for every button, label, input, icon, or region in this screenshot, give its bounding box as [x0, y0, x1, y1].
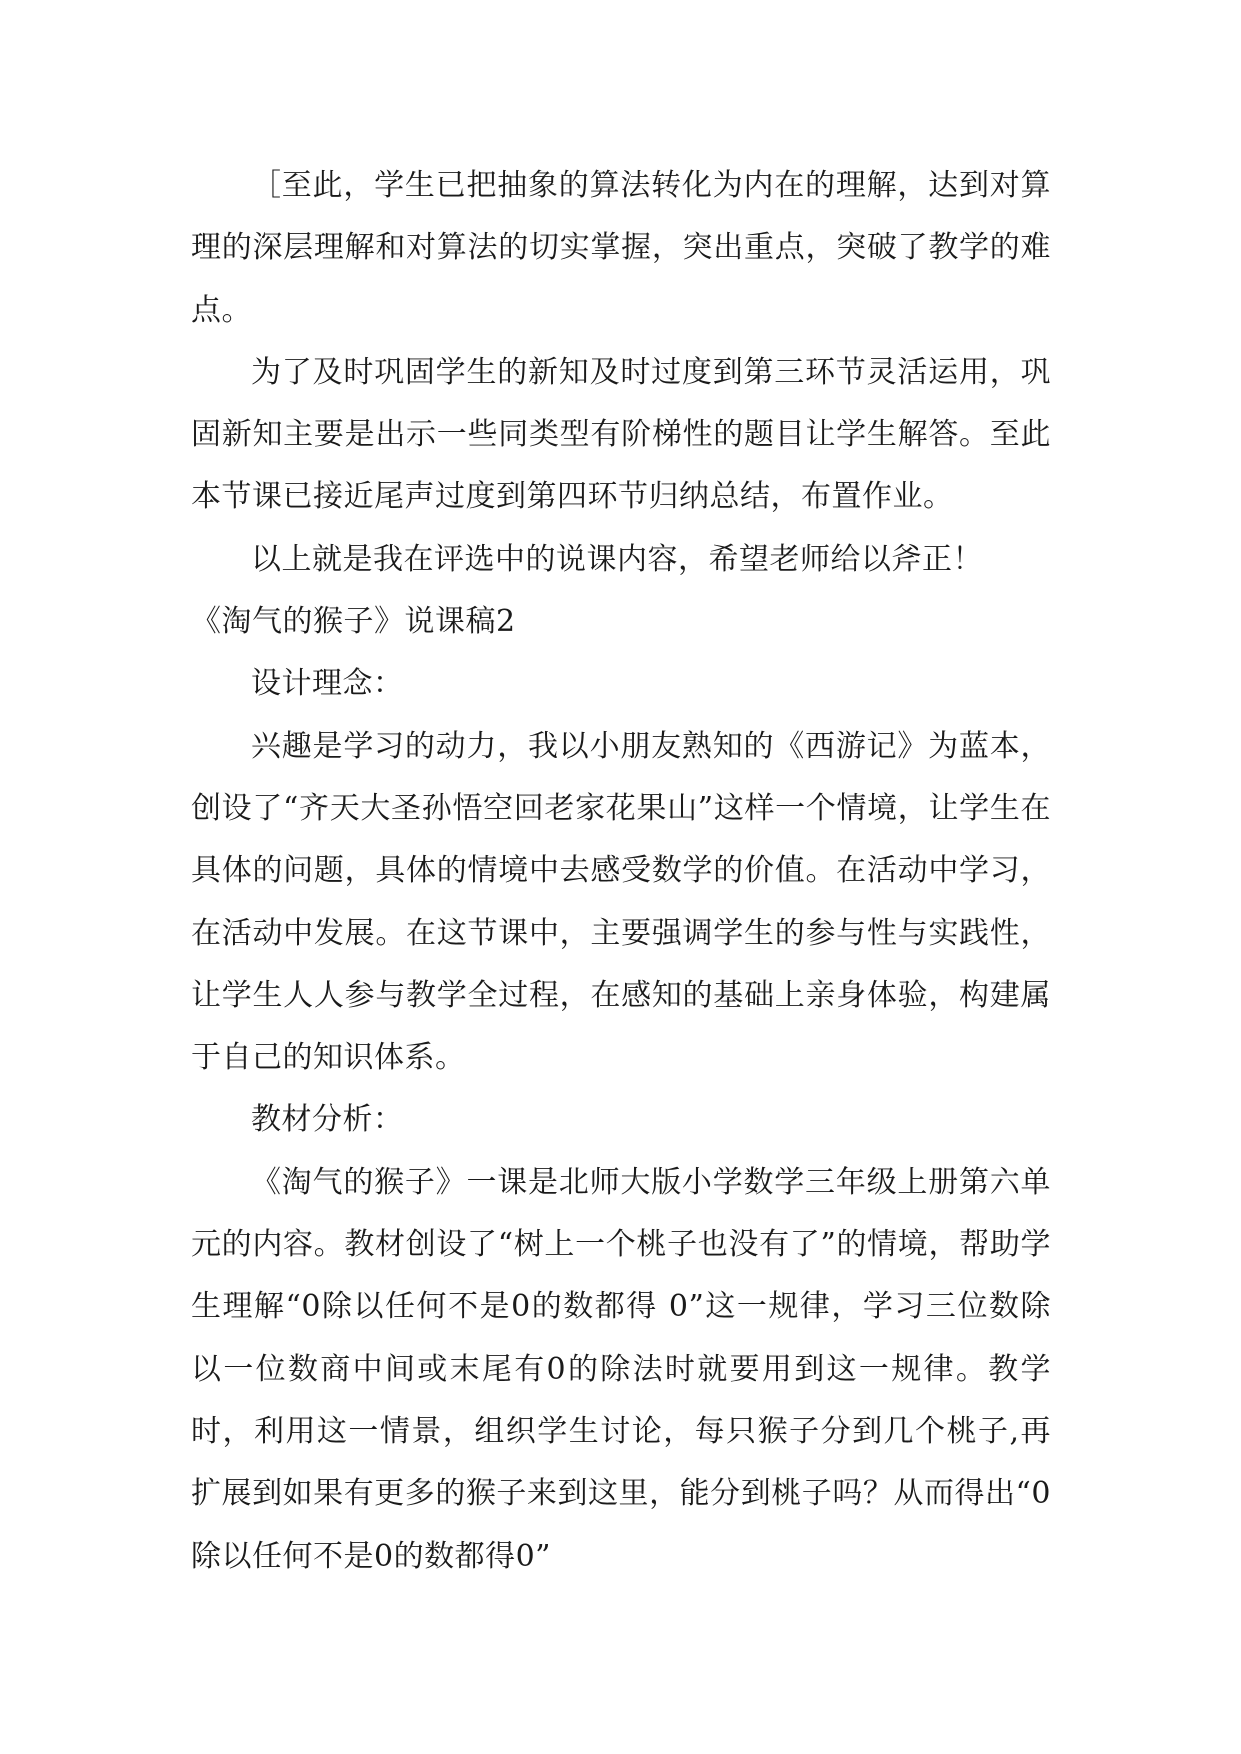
subheading-design-concept: 设计理念： — [251, 666, 404, 702]
paragraph-consolidation: 为了及时巩固学生的新知及时过度到第三环节灵活运用，巩固新知主要是出示一些同类型有阶梯性的题目让学生解答。至此本节课已接近尾声过度到第四环节归纳总结，布置作业。 — [191, 354, 1051, 515]
paragraph-closing: 以上就是我在评选中的说课内容，希望老师给以斧正！ — [251, 541, 983, 577]
document-body — [191, 155, 1051, 1588]
paragraph-textbook-analysis: 《淘气的猴子》一课是北师大版小学数学三年级上册第六单元的内容。教材创设了“树上一个桃子也没有了”的情境，帮助学生理解“0除以任何不是0的数都得 0”这一规律，学习三位数除以一位数商中间或末尾有0的除法时就要用到这一规律。教学时，利用这一情景，组织学生讨论，每只猴子分到几个桃子,再扩展到如果有更多的猴子来到这里，能分到桃子吗？从而得出“0除以任何不是0的数都得0” — [191, 1164, 1051, 1574]
section-title: 《淘气的猴子》说课稿2 — [191, 604, 516, 640]
paragraph-summary: ［至此，学生已把抽象的算法转化为内在的理解，达到对算理的深层理解和对算法的切实掌握，突出重点，突破了教学的难点。 — [191, 168, 1051, 328]
subheading-textbook-analysis: 教材分析： — [251, 1102, 404, 1138]
paragraph-design-concept: 兴趣是学习的动力，我以小朋友熟知的《西游记》为蓝本，创设了“齐天大圣孙悟空回老家花果山”这样一个情境，让学生在具体的问题，具体的情境中去感受数学的价值。在活动中学习，在活动中发展。在这节课中，主要强调学生的参与性与实践性，让学生人人参与教学全过程，在感知的基础上亲身体验，构建属于自己的知识体系。 — [191, 728, 1051, 1076]
